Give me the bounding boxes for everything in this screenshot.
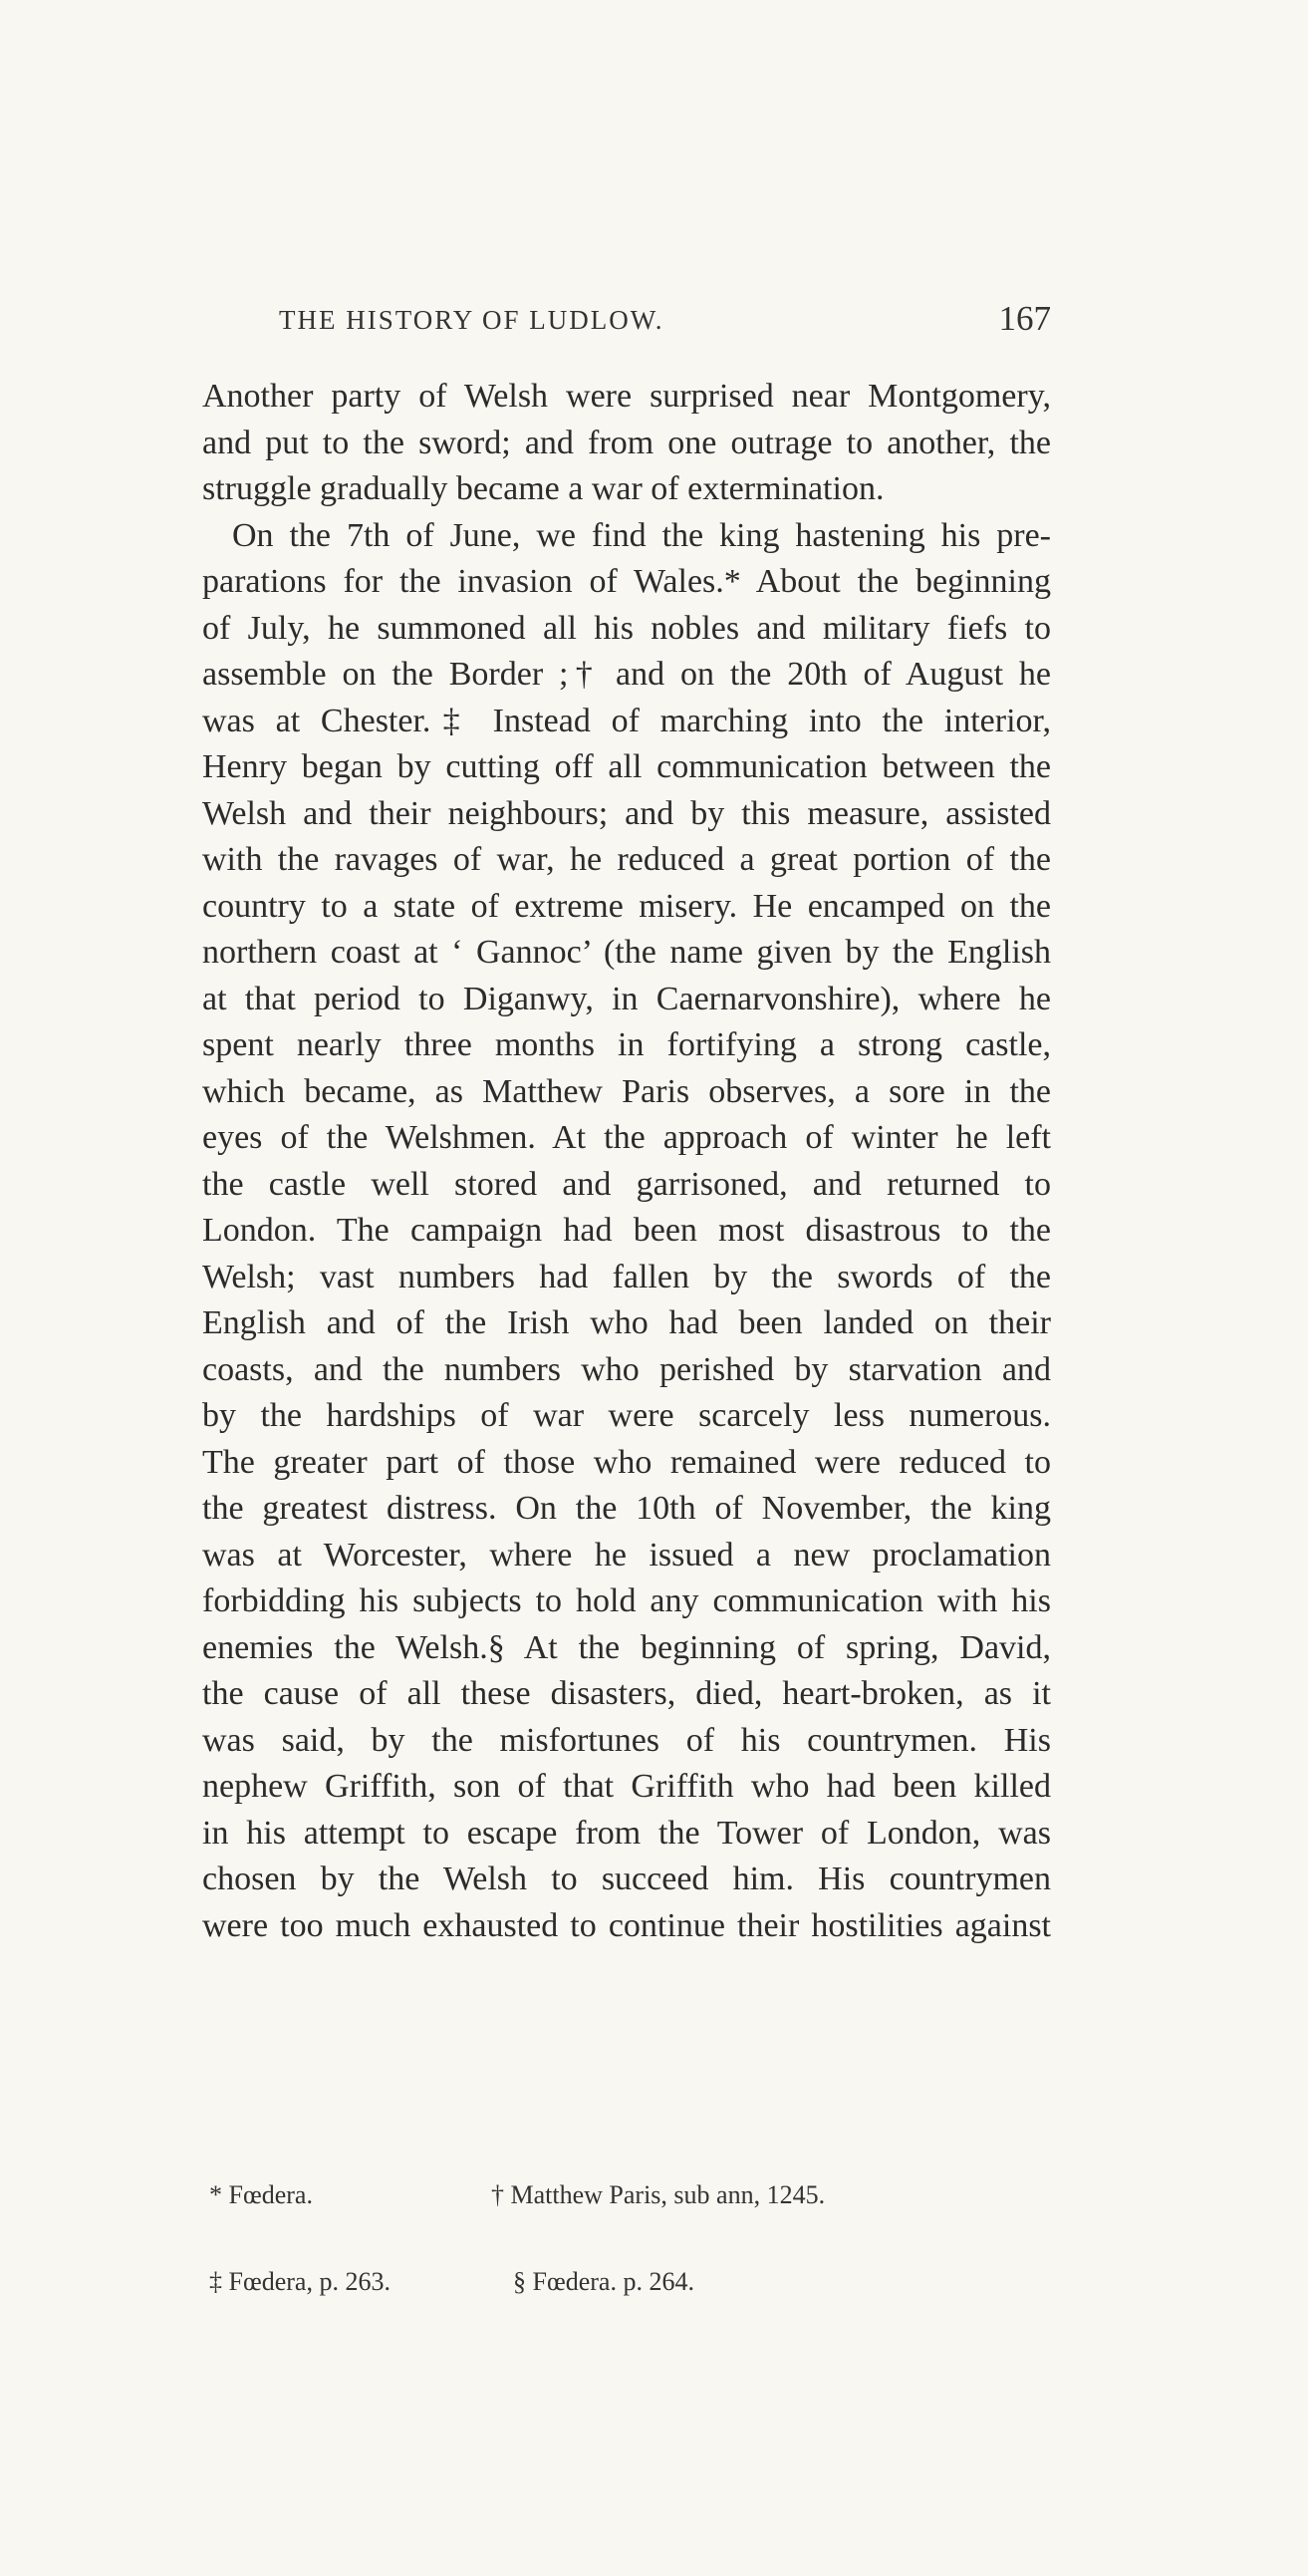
text-line: was at Worcester, where he issued a new proclamation (202, 1536, 1051, 1574)
text-line: Another party of Welsh were surprised near Montgomery, (202, 378, 1051, 415)
footnote-3: ‡ Fœdera, p. 263. (209, 2267, 391, 2296)
text-line: The greater part of those who remained were reduced to (202, 1443, 1051, 1481)
text-line: which became, as Matthew Paris observes, a sore in the (202, 1072, 1051, 1110)
running-title: THE HISTORY OF LUDLOW. (279, 305, 664, 335)
text-line: chosen by the Welsh to succeed him. His countrymen (202, 1860, 1051, 1897)
text-line: English and of the Irish who had been landed on their (202, 1304, 1051, 1341)
running-head (279, 299, 1051, 349)
text-line: were too much exhausted to continue their hostilities against (202, 1906, 1051, 1944)
text-line: forbidding his subjects to hold any communication with his (202, 1582, 1051, 1619)
text-line: On the 7th of June, we find the king hastening his pre- (232, 516, 1051, 554)
text-line: assemble on the Border ;† and on the 20th of August he (202, 656, 1051, 693)
text-line: and put to the sword; and from one outrage to another, the (202, 424, 1051, 461)
text-line: Welsh and their neighbours; and by this measure, assisted (202, 794, 1051, 832)
text-line: the cause of all these disasters, died, heart-broken, as it (202, 1675, 1051, 1712)
text-line: struggle gradually became a war of extermination. (202, 470, 885, 507)
text-line: the greatest distress. On the 10th of November, the king (202, 1490, 1051, 1527)
text-line: the castle well stored and garrisoned, and returned to (202, 1165, 1051, 1203)
text-line: Henry began by cutting off all communication between the (202, 748, 1051, 785)
footnote-4: § Fœdera. p. 264. (513, 2267, 694, 2296)
page-number: 167 (998, 299, 1051, 338)
text-line: coasts, and the numbers who perished by starvation and (202, 1350, 1051, 1388)
text-line: spent nearly three months in fortifying a strong castle, (202, 1026, 1051, 1063)
footnotes (209, 2180, 1056, 2340)
text-line: northern coast at ‘ Gannoc’ (the name given by the English (202, 934, 1051, 971)
text-line: at that period to Diganwy, in Caernarvonshire), where he (202, 980, 1051, 1017)
text-line: nephew Griffith, son of that Griffith who had been killed (202, 1768, 1051, 1805)
body-text (202, 374, 1051, 1949)
footnote-1: * Fœdera. (209, 2180, 313, 2209)
text-line: parations for the invasion of Wales.* About the beginning (202, 563, 1051, 600)
text-line: enemies the Welsh.§ At the beginning of spring, David, (202, 1628, 1051, 1666)
text-line: eyes of the Welshmen. At the approach of winter he left (202, 1119, 1051, 1156)
text-line: London. The campaign had been most disastrous to the (202, 1212, 1051, 1249)
text-line: was at Chester.‡ Instead of marching into the interior, (202, 702, 1051, 739)
text-line: country to a state of extreme misery. He encamped on the (202, 887, 1051, 925)
text-line: Welsh; vast numbers had fallen by the swords of the (202, 1258, 1051, 1295)
text-line: in his attempt to escape from the Tower of London, was (202, 1814, 1051, 1852)
footnote-2: † Matthew Paris, sub ann, 1245. (491, 2180, 826, 2209)
text-line: by the hardships of war were scarcely less numerous. (202, 1397, 1051, 1434)
text-line: was said, by the misfortunes of his countrymen. His (202, 1721, 1051, 1759)
text-line: with the ravages of war, he reduced a great portion of the (202, 841, 1051, 878)
text-line: of July, he summoned all his nobles and military fiefs to (202, 609, 1051, 647)
